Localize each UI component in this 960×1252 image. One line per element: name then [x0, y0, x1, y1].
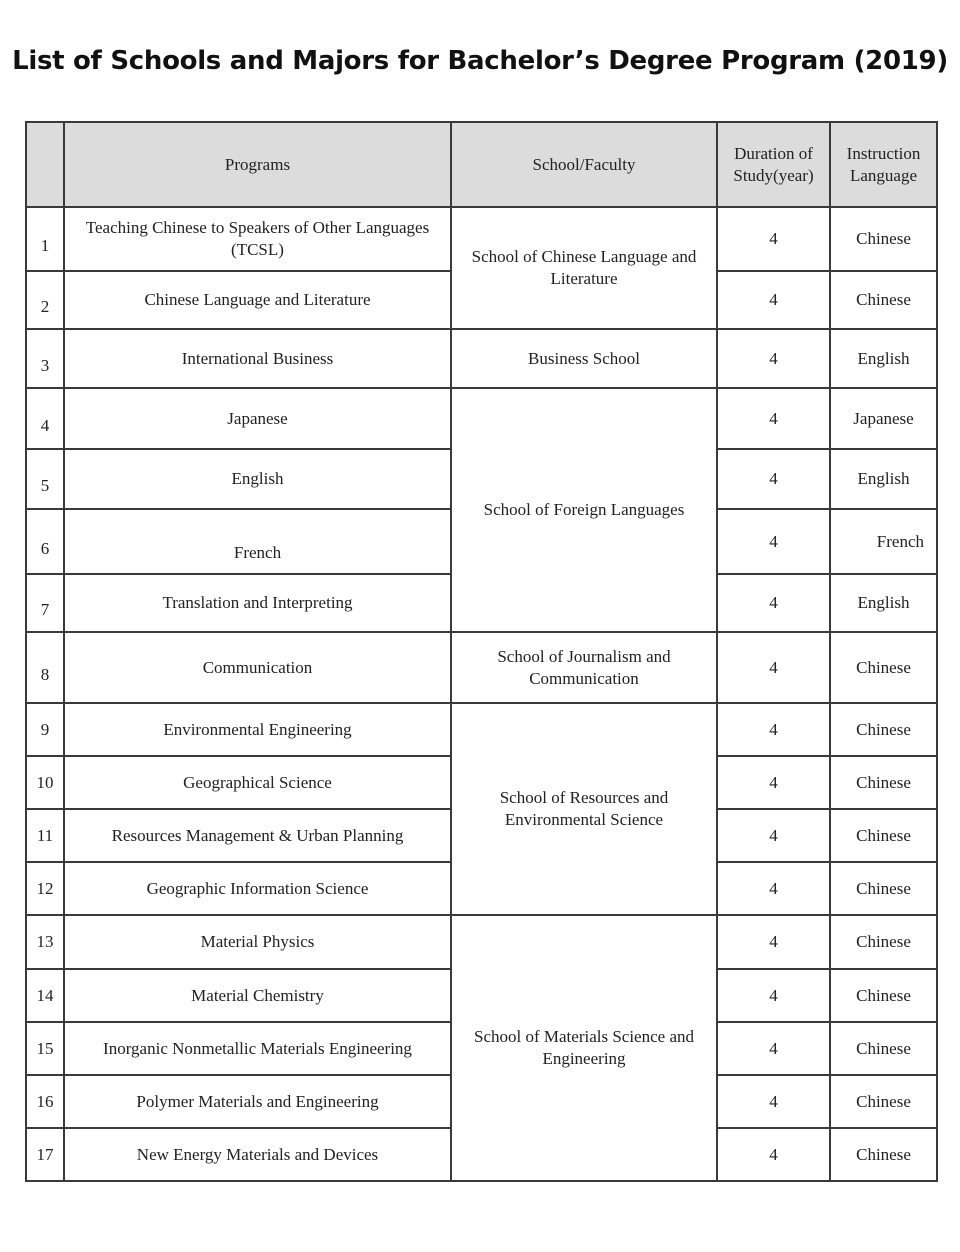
program-name: Communication	[64, 632, 451, 703]
program-name: Chinese Language and Literature	[64, 271, 451, 329]
duration-value: 4	[717, 1022, 830, 1075]
row-number: 6	[26, 509, 64, 574]
table-row	[26, 207, 937, 271]
row-number: 4	[26, 388, 64, 449]
school-name: Business School	[451, 329, 717, 388]
language-value: English	[830, 449, 937, 509]
row-number: 3	[26, 329, 64, 388]
row-number: 1	[26, 207, 64, 271]
program-name: Geographical Science	[64, 756, 451, 809]
row-number: 7	[26, 574, 64, 632]
language-value: Chinese	[830, 632, 937, 703]
language-value: Chinese	[830, 1075, 937, 1128]
duration-value: 4	[717, 632, 830, 703]
program-name: Resources Management & Urban Planning	[64, 809, 451, 862]
duration-value: 4	[717, 271, 830, 329]
row-number: 5	[26, 449, 64, 509]
language-value: Chinese	[830, 1022, 937, 1075]
header-duration: Duration of Study(year)	[717, 122, 830, 207]
table-row	[26, 703, 937, 756]
program-name: Geographic Information Science	[64, 862, 451, 915]
program-name: French	[64, 509, 451, 574]
row-number: 9	[26, 703, 64, 756]
duration-value: 4	[717, 703, 830, 756]
program-name: Polymer Materials and Engineering	[64, 1075, 451, 1128]
row-number: 15	[26, 1022, 64, 1075]
language-value: Chinese	[830, 969, 937, 1022]
language-value: Chinese	[830, 915, 937, 969]
row-number: 14	[26, 969, 64, 1022]
language-value: Chinese	[830, 1128, 937, 1181]
table-row	[26, 915, 937, 969]
language-value: English	[830, 329, 937, 388]
program-name: Environmental Engineering	[64, 703, 451, 756]
language-value: Chinese	[830, 756, 937, 809]
row-number: 16	[26, 1075, 64, 1128]
header-programs: Programs	[64, 122, 451, 207]
duration-value: 4	[717, 574, 830, 632]
header-school: School/Faculty	[451, 122, 717, 207]
language-value: English	[830, 574, 937, 632]
language-value: French	[830, 509, 937, 574]
program-name: Material Physics	[64, 915, 451, 969]
row-number: 11	[26, 809, 64, 862]
program-name: Material Chemistry	[64, 969, 451, 1022]
duration-value: 4	[717, 1075, 830, 1128]
language-value: Chinese	[830, 271, 937, 329]
header-number	[26, 122, 64, 207]
row-number: 13	[26, 915, 64, 969]
duration-value: 4	[717, 915, 830, 969]
school-name: School of Foreign Languages	[451, 388, 717, 632]
row-number: 8	[26, 632, 64, 703]
duration-value: 4	[717, 207, 830, 271]
table-row	[26, 632, 937, 703]
duration-value: 4	[717, 329, 830, 388]
language-value: Chinese	[830, 862, 937, 915]
program-name: Teaching Chinese to Speakers of Other Languages (TCSL)	[64, 207, 451, 271]
row-number: 10	[26, 756, 64, 809]
table-header-row	[26, 122, 937, 207]
row-number: 17	[26, 1128, 64, 1181]
programs-table	[25, 121, 938, 1182]
school-name: School of Journalism and Communication	[451, 632, 717, 703]
header-language: Instruction Language	[830, 122, 937, 207]
duration-value: 4	[717, 862, 830, 915]
language-value: Chinese	[830, 809, 937, 862]
duration-value: 4	[717, 756, 830, 809]
row-number: 2	[26, 271, 64, 329]
duration-value: 4	[717, 809, 830, 862]
program-name: New Energy Materials and Devices	[64, 1128, 451, 1181]
duration-value: 4	[717, 509, 830, 574]
program-name: Inorganic Nonmetallic Materials Engineering	[64, 1022, 451, 1075]
table-row	[26, 388, 937, 449]
page-title: List of Schools and Majors for Bachelor’s Degree Program (2019)	[12, 46, 948, 76]
duration-value: 4	[717, 969, 830, 1022]
duration-value: 4	[717, 1128, 830, 1181]
duration-value: 4	[717, 388, 830, 449]
language-value: Chinese	[830, 703, 937, 756]
row-number: 12	[26, 862, 64, 915]
language-value: Chinese	[830, 207, 937, 271]
table-row	[26, 329, 937, 388]
program-name: Translation and Interpreting	[64, 574, 451, 632]
school-name: School of Materials Science and Engineering	[451, 915, 717, 1181]
language-value: Japanese	[830, 388, 937, 449]
program-name: English	[64, 449, 451, 509]
school-name: School of Resources and Environmental Science	[451, 703, 717, 915]
school-name: School of Chinese Language and Literature	[451, 207, 717, 329]
program-name: International Business	[64, 329, 451, 388]
program-name: Japanese	[64, 388, 451, 449]
duration-value: 4	[717, 449, 830, 509]
